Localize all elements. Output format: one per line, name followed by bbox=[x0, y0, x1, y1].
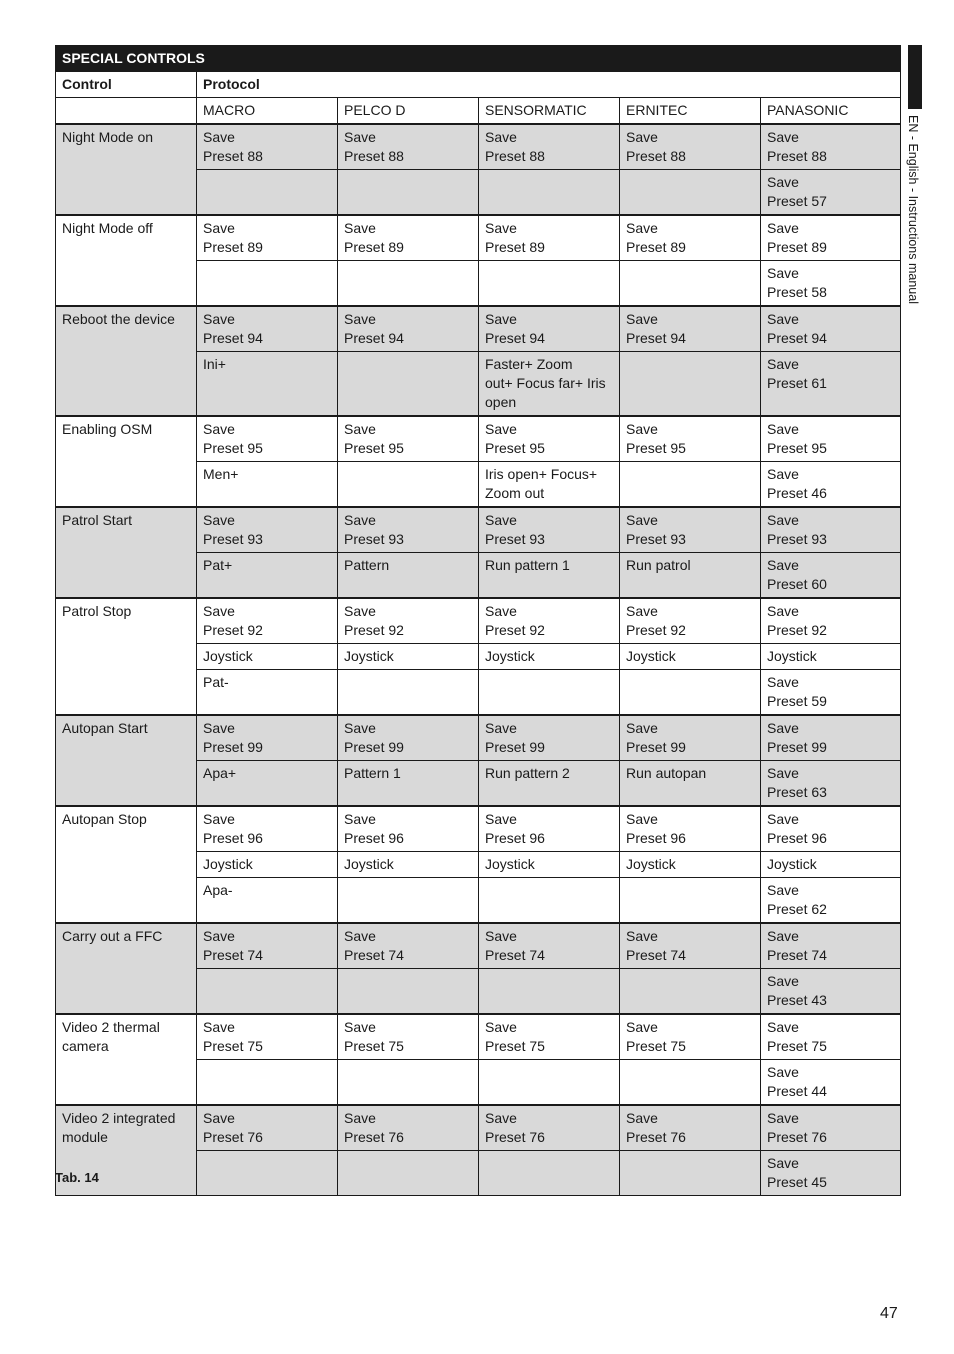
protocol-value-cell: Pat- bbox=[197, 670, 338, 716]
protocol-value-cell: Save Preset 93 bbox=[479, 507, 620, 553]
protocol-value-cell bbox=[479, 1151, 620, 1196]
protocol-value-cell: Save Preset 88 bbox=[620, 124, 761, 170]
protocol-value-cell: Save Preset 89 bbox=[761, 215, 901, 261]
protocol-value-cell: Save Preset 57 bbox=[761, 170, 901, 216]
protocol-value-cell: Save Preset 95 bbox=[197, 416, 338, 462]
protocol-value-cell: Save Preset 92 bbox=[197, 598, 338, 644]
protocol-name: PANASONIC bbox=[761, 98, 901, 125]
protocol-value-cell: Joystick bbox=[761, 852, 901, 878]
protocol-value-cell: Save Preset 74 bbox=[338, 923, 479, 969]
protocol-value-cell: Save Preset 93 bbox=[197, 507, 338, 553]
protocol-value-cell: Save Preset 92 bbox=[620, 598, 761, 644]
protocol-value-cell bbox=[197, 261, 338, 307]
protocol-value-cell: Save Preset 96 bbox=[479, 806, 620, 852]
protocol-value-cell bbox=[338, 261, 479, 307]
protocol-value-cell: Save Preset 89 bbox=[197, 215, 338, 261]
protocol-value-cell bbox=[338, 969, 479, 1015]
protocol-name: MACRO bbox=[197, 98, 338, 125]
protocol-value-cell: Save Preset 94 bbox=[197, 306, 338, 352]
protocol-value-cell: Save Preset 60 bbox=[761, 553, 901, 599]
protocol-value-cell bbox=[620, 1060, 761, 1106]
protocol-value-cell: Save Preset 96 bbox=[761, 806, 901, 852]
protocol-value-cell: Run pattern 1 bbox=[479, 553, 620, 599]
protocol-value-cell: Run pattern 2 bbox=[479, 761, 620, 807]
protocol-value-cell bbox=[479, 1060, 620, 1106]
protocol-value-cell bbox=[479, 170, 620, 216]
protocol-header: Protocol bbox=[197, 72, 901, 98]
protocol-value-cell: Save Preset 95 bbox=[479, 416, 620, 462]
protocol-value-cell: Save Preset 75 bbox=[338, 1014, 479, 1060]
protocol-value-cell: Save Preset 76 bbox=[338, 1105, 479, 1151]
control-name-cell: Patrol Start bbox=[56, 507, 197, 598]
control-row bbox=[56, 306, 901, 352]
protocol-value-cell: Run autopan bbox=[620, 761, 761, 807]
protocol-value-cell: Save Preset 92 bbox=[479, 598, 620, 644]
table-title: SPECIAL CONTROLS bbox=[56, 46, 901, 72]
section-tab-marker bbox=[908, 45, 922, 109]
protocol-value-cell: Save Preset 99 bbox=[761, 715, 901, 761]
control-row bbox=[56, 598, 901, 644]
protocol-value-cell: Save Preset 75 bbox=[620, 1014, 761, 1060]
protocol-value-cell: Save Preset 95 bbox=[338, 416, 479, 462]
protocol-value-cell: Save Preset 63 bbox=[761, 761, 901, 807]
protocol-value-cell bbox=[197, 1060, 338, 1106]
special-controls-table bbox=[55, 45, 901, 1196]
protocol-value-cell: Save Preset 96 bbox=[620, 806, 761, 852]
page-number: 47 bbox=[880, 1305, 898, 1322]
protocol-value-cell: Save Preset 44 bbox=[761, 1060, 901, 1106]
protocol-value-cell: Save Preset 75 bbox=[761, 1014, 901, 1060]
protocol-value-cell: Save Preset 94 bbox=[338, 306, 479, 352]
protocol-value-cell bbox=[620, 878, 761, 924]
protocol-value-cell: Save Preset 88 bbox=[197, 124, 338, 170]
protocol-value-cell bbox=[197, 969, 338, 1015]
table-caption: Tab. 14 bbox=[55, 1170, 99, 1185]
protocol-value-cell: Pat+ bbox=[197, 553, 338, 599]
protocol-value-cell: Save Preset 95 bbox=[620, 416, 761, 462]
protocol-value-cell: Save Preset 74 bbox=[761, 923, 901, 969]
protocol-value-cell bbox=[620, 462, 761, 508]
protocol-value-cell: Save Preset 76 bbox=[761, 1105, 901, 1151]
protocol-value-cell bbox=[338, 170, 479, 216]
protocol-value-cell bbox=[338, 670, 479, 716]
protocol-value-cell: Save Preset 93 bbox=[338, 507, 479, 553]
protocol-value-cell bbox=[338, 878, 479, 924]
protocol-value-cell bbox=[620, 969, 761, 1015]
protocol-value-cell: Save Preset 88 bbox=[338, 124, 479, 170]
protocol-value-cell: Save Preset 89 bbox=[479, 215, 620, 261]
protocol-value-cell bbox=[620, 170, 761, 216]
control-name-cell: Video 2 integrated module bbox=[56, 1105, 197, 1196]
protocol-value-cell: Save Preset 99 bbox=[479, 715, 620, 761]
protocol-value-cell bbox=[338, 352, 479, 417]
table-title-row bbox=[56, 46, 901, 72]
protocol-value-cell: Save Preset 76 bbox=[479, 1105, 620, 1151]
protocol-value-cell: Save Preset 93 bbox=[761, 507, 901, 553]
protocol-value-cell: Save Preset 74 bbox=[479, 923, 620, 969]
control-row bbox=[56, 1105, 901, 1151]
control-name-cell: Video 2 thermal camera bbox=[56, 1014, 197, 1105]
protocol-value-cell: Save Preset 89 bbox=[620, 215, 761, 261]
protocol-value-cell: Joystick bbox=[479, 852, 620, 878]
protocol-value-cell: Save Preset 94 bbox=[761, 306, 901, 352]
protocol-value-cell: Save Preset 95 bbox=[761, 416, 901, 462]
protocol-value-cell: Run patrol bbox=[620, 553, 761, 599]
control-row bbox=[56, 507, 901, 553]
control-name-cell: Carry out a FFC bbox=[56, 923, 197, 1014]
protocol-value-cell bbox=[479, 261, 620, 307]
protocol-value-cell bbox=[338, 1060, 479, 1106]
control-name-cell: Night Mode on bbox=[56, 124, 197, 215]
side-language-label bbox=[906, 115, 924, 355]
control-name-cell: Patrol Stop bbox=[56, 598, 197, 715]
control-row bbox=[56, 124, 901, 170]
protocol-value-cell: Save Preset 74 bbox=[620, 923, 761, 969]
protocol-value-cell bbox=[620, 352, 761, 417]
protocol-value-cell: Pattern bbox=[338, 553, 479, 599]
protocol-value-cell: Joystick bbox=[761, 644, 901, 670]
protocol-value-cell: Joystick bbox=[338, 644, 479, 670]
protocol-value-cell bbox=[479, 670, 620, 716]
protocol-value-cell: Save Preset 74 bbox=[197, 923, 338, 969]
protocol-value-cell: Save Preset 75 bbox=[197, 1014, 338, 1060]
protocol-value-cell: Save Preset 58 bbox=[761, 261, 901, 307]
protocol-names-row bbox=[56, 98, 901, 125]
protocol-value-cell: Save Preset 88 bbox=[479, 124, 620, 170]
protocol-value-cell: Save Preset 92 bbox=[761, 598, 901, 644]
protocol-value-cell: Apa+ bbox=[197, 761, 338, 807]
protocol-value-cell: Joystick bbox=[620, 644, 761, 670]
protocol-value-cell: Faster+ Zoom out+ Focus far+ Iris open bbox=[479, 352, 620, 417]
protocol-value-cell: Save Preset 61 bbox=[761, 352, 901, 417]
protocol-blank-cell bbox=[56, 98, 197, 125]
protocol-value-cell bbox=[338, 462, 479, 508]
protocol-value-cell bbox=[620, 670, 761, 716]
protocol-name: PELCO D bbox=[338, 98, 479, 125]
control-row bbox=[56, 715, 901, 761]
protocol-value-cell: Save Preset 93 bbox=[620, 507, 761, 553]
protocol-value-cell: Save Preset 99 bbox=[620, 715, 761, 761]
protocol-value-cell: Save Preset 76 bbox=[197, 1105, 338, 1151]
protocol-value-cell: Save Preset 88 bbox=[761, 124, 901, 170]
protocol-name: SENSORMATIC bbox=[479, 98, 620, 125]
control-row bbox=[56, 1014, 901, 1060]
protocol-value-cell: Joystick bbox=[197, 644, 338, 670]
control-row bbox=[56, 215, 901, 261]
protocol-value-cell: Save Preset 76 bbox=[620, 1105, 761, 1151]
protocol-value-cell: Save Preset 94 bbox=[479, 306, 620, 352]
protocol-value-cell: Save Preset 99 bbox=[197, 715, 338, 761]
control-name-cell: Night Mode off bbox=[56, 215, 197, 306]
protocol-value-cell: Save Preset 45 bbox=[761, 1151, 901, 1196]
protocol-value-cell bbox=[620, 261, 761, 307]
protocol-value-cell bbox=[620, 1151, 761, 1196]
protocol-value-cell: Joystick bbox=[197, 852, 338, 878]
control-name-cell: Reboot the device bbox=[56, 306, 197, 416]
control-name-cell: Enabling OSM bbox=[56, 416, 197, 507]
protocol-value-cell: Men+ bbox=[197, 462, 338, 508]
protocol-value-cell: Joystick bbox=[479, 644, 620, 670]
protocol-value-cell: Ini+ bbox=[197, 352, 338, 417]
protocol-value-cell bbox=[197, 170, 338, 216]
protocol-value-cell: Save Preset 94 bbox=[620, 306, 761, 352]
protocol-name: ERNITEC bbox=[620, 98, 761, 125]
control-row bbox=[56, 806, 901, 852]
protocol-value-cell: Apa- bbox=[197, 878, 338, 924]
protocol-value-cell bbox=[197, 1151, 338, 1196]
control-header: Control bbox=[56, 72, 197, 98]
protocol-value-cell bbox=[479, 878, 620, 924]
table-header-row bbox=[56, 72, 901, 98]
protocol-value-cell: Save Preset 92 bbox=[338, 598, 479, 644]
control-row bbox=[56, 416, 901, 462]
protocol-value-cell: Save Preset 89 bbox=[338, 215, 479, 261]
control-row bbox=[56, 923, 901, 969]
control-name-cell: Autopan Start bbox=[56, 715, 197, 806]
protocol-value-cell: Joystick bbox=[338, 852, 479, 878]
protocol-value-cell: Save Preset 59 bbox=[761, 670, 901, 716]
protocol-value-cell: Save Preset 96 bbox=[197, 806, 338, 852]
protocol-value-cell: Save Preset 43 bbox=[761, 969, 901, 1015]
protocol-value-cell: Save Preset 96 bbox=[338, 806, 479, 852]
protocol-value-cell: Save Preset 75 bbox=[479, 1014, 620, 1060]
control-name-cell: Autopan Stop bbox=[56, 806, 197, 923]
protocol-value-cell: Joystick bbox=[620, 852, 761, 878]
protocol-value-cell bbox=[338, 1151, 479, 1196]
protocol-value-cell: Save Preset 46 bbox=[761, 462, 901, 508]
protocol-value-cell: Pattern 1 bbox=[338, 761, 479, 807]
protocol-value-cell: Iris open+ Focus+ Zoom out bbox=[479, 462, 620, 508]
protocol-value-cell bbox=[479, 969, 620, 1015]
protocol-value-cell: Save Preset 99 bbox=[338, 715, 479, 761]
protocol-value-cell: Save Preset 62 bbox=[761, 878, 901, 924]
side-label-text: EN - English - Instructions manual bbox=[906, 115, 920, 304]
